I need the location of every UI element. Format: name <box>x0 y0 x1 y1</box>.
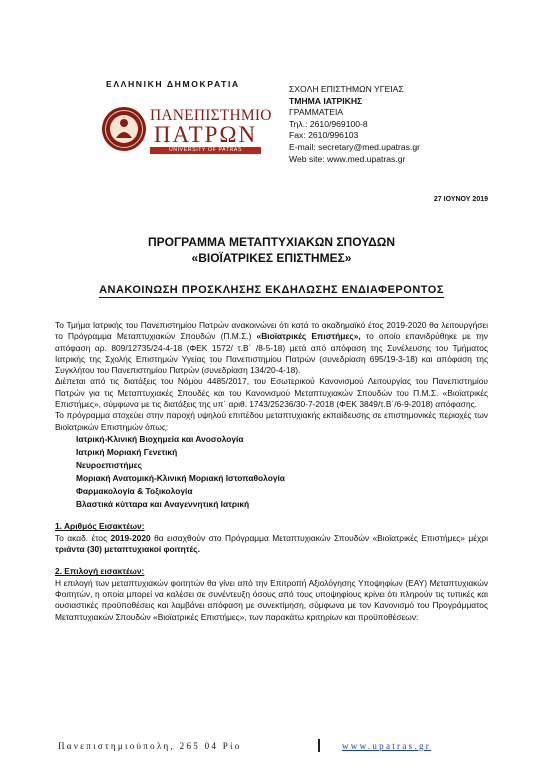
paragraph-intro <box>55 320 488 376</box>
phone: Τηλ.: 2610/969100-8 <box>289 118 368 129</box>
logo-band: UNIVERSITY OF PATRAS <box>150 147 261 154</box>
school-name: ΣΧΟΛΗ ΕΠΙΣΤΗΜΩΝ ΥΓΕΙΑΣ <box>289 84 404 94</box>
paragraph-admissions <box>55 533 488 556</box>
academic-year: 2019-2020 <box>110 532 151 543</box>
program-name-bold: «Βιοϊατρικές Επιστήμες», <box>256 331 361 342</box>
contact-block <box>289 84 420 165</box>
footer-address: Πανεπιστημιούπολη, 265 04 Ρίο <box>58 741 242 751</box>
university-logo <box>101 106 272 154</box>
logo-line2: ΠΑΤΡΩΝ <box>153 122 258 147</box>
footer-separator <box>318 739 320 752</box>
logo-wordmark <box>150 107 272 154</box>
list-item: Ιατρική Μοριακή Γενετική <box>76 446 178 457</box>
paragraph-goal: Το πρόγραμμα στοχεύει στην παροχή υψηλού επιπέδου μεταπτυχιακής εκπαίδευσης σε επιστημονικές περιοχές των Βιοϊατρικών Επιστημών όπως: <box>55 410 488 432</box>
document-body <box>55 320 488 623</box>
paragraph-legal: Διέπεται από τις διατάξεις του Νόμου 4485/2017, του Εσωτερικού Κανονισμού Λειτουργίας του Πανεπιστημίου Πατρών για τις Μεταπτυχιακές Σπουδές και του Κανονισμού Μεταπτυχιακών Σπουδών του Π.Μ.Σ. «Βιοϊατρικές Επιστήμες», σύμφωνα με τις διατάξεις της υπ΄ αριθ. 1743/25236/30-7-2018 (ΦΕΚ 3849/τ.Β΄/6-9-2018) απόφασης. <box>55 376 488 410</box>
scientific-areas-list <box>76 434 488 511</box>
text: Το Τμήμα Ιατρικής του Πανεπιστημίου Πατρών ανακοινώνει ότι κατά το ακαδημαϊκό έτος 2019-2020 θα λειτουργήσει το Πρόγραμμα Μεταπτυχιακών Σπουδών (Π.Μ.Σ.) <box>55 320 488 342</box>
republic-heading: ΕΛΛΗΝΙΚΗ ΔΗΜΟΚΡΑΤΙΑ <box>106 79 240 89</box>
announcement-title <box>0 284 543 296</box>
list-item: Ιατρική-Κλινική Βιοχημεία και Ανοσολογία <box>76 433 244 444</box>
list-item: Φαρμακολογία & Τοξικολογία <box>76 485 193 496</box>
fax: Fax: 2610/996103 <box>289 130 359 141</box>
paragraph-selection: Η επιλογή των μεταπτυχιακών φοιτητών θα γίνει από την Επιτροπή Αξιολόγησης Υποψηφίων (ΕΑΥ) Μεταπτυχιακών Φοιτητών, η οποία μπορεί να καλέσει σε συνέντευξη όσους από τους υποψηφίους κρίνει ότι πληρούν τις τυπικές και ουσιαστικές προϋποθέσεις και λαμβάνει απόφαση με συνεκτίμηση, σύμφωνα με τον Κανονισμό του Προγράμματος Μεταπτυχιακών Σπουδών «Βιοϊατρικές Επιστήμες», των παρακάτω κριτηρίων και προϋποθέσεων: <box>55 577 488 622</box>
footer-website-link[interactable]: www.upatras.gr <box>342 741 432 751</box>
text: θα εισαχθούν στο Πρόγραμμα Μεταπτυχιακών Σπουδών «Βιοϊατρικές Επιστήμες» μέχρι <box>150 532 488 543</box>
department-name: ΤΜΗΜΑ ΙΑΤΡΙΚΗΣ <box>289 95 363 106</box>
list-item: Νευροεπιστήμες <box>76 459 142 470</box>
text: Το ακαδ. έτος <box>55 532 111 543</box>
list-item: Βλαστικά κύτταρα και Αναγεννητική Ιατρική <box>76 498 250 509</box>
announcement-title-text: ΑΝΑΚΟΙΝΩΣΗ ΠΡΟΣΚΛΗΣΗΣ ΕΚΔΗΛΩΣΗΣ ΕΝΔΙΑΦΕΡΟΝΤΟΣ <box>99 284 444 296</box>
student-count: τριάντα (30) μεταπτυχιακοί φοιτητές. <box>55 544 200 555</box>
program-name: «ΒΙΟΪΑΤΡΙΚΕΣ ΕΠΙΣΤΗΜΕΣ» <box>191 251 352 265</box>
website[interactable]: Web site: www.med.upatras.gr <box>289 153 406 164</box>
section-heading-admissions: 1. Αριθμός Εισακτέων: <box>55 521 145 532</box>
text: το οποίο επανιδρύθηκε με την απόφαση αρ. 809/12735/24-4-18 (ΦΕΚ 1572/ τ.Β΄ /8-5-18) μετά από απόφαση της Συνέλευσης του Τμήματος Ιατρικής της Σχολής Επιστημών Υγείας του Πανεπιστημίου Πατρών (συνεδρίαση 695/19-3-18) και απόφαση της Συγκλήτου του Πανεπιστημίου Πατρών (συνεδρίαση 134/20-4-18). <box>55 331 488 376</box>
document-date: 27 ΙΟΥΝΟΥ 2019 <box>433 196 488 203</box>
office-name: ΓΡΑΜΜΑΤΕΙΑ <box>289 107 344 118</box>
program-title: ΠΡΟΓΡΑΜΜΑ ΜΕΤΑΠΤΥΧΙΑΚΩΝ ΣΠΟΥΔΩΝ <box>147 235 396 249</box>
email[interactable]: E-mail: secretary@med.upatras.gr <box>289 141 420 152</box>
section-heading-selection: 2. Επιλογή εισακτέων: <box>55 566 145 577</box>
university-seal-icon <box>101 106 147 152</box>
logo-line1: ΠΑΝΕΠΙΣΤΗΜΙΟ <box>150 107 272 124</box>
list-item: Μοριακή Ανατομική-Κλινική Μοριακή Ιστοπαθολογία <box>76 472 285 483</box>
